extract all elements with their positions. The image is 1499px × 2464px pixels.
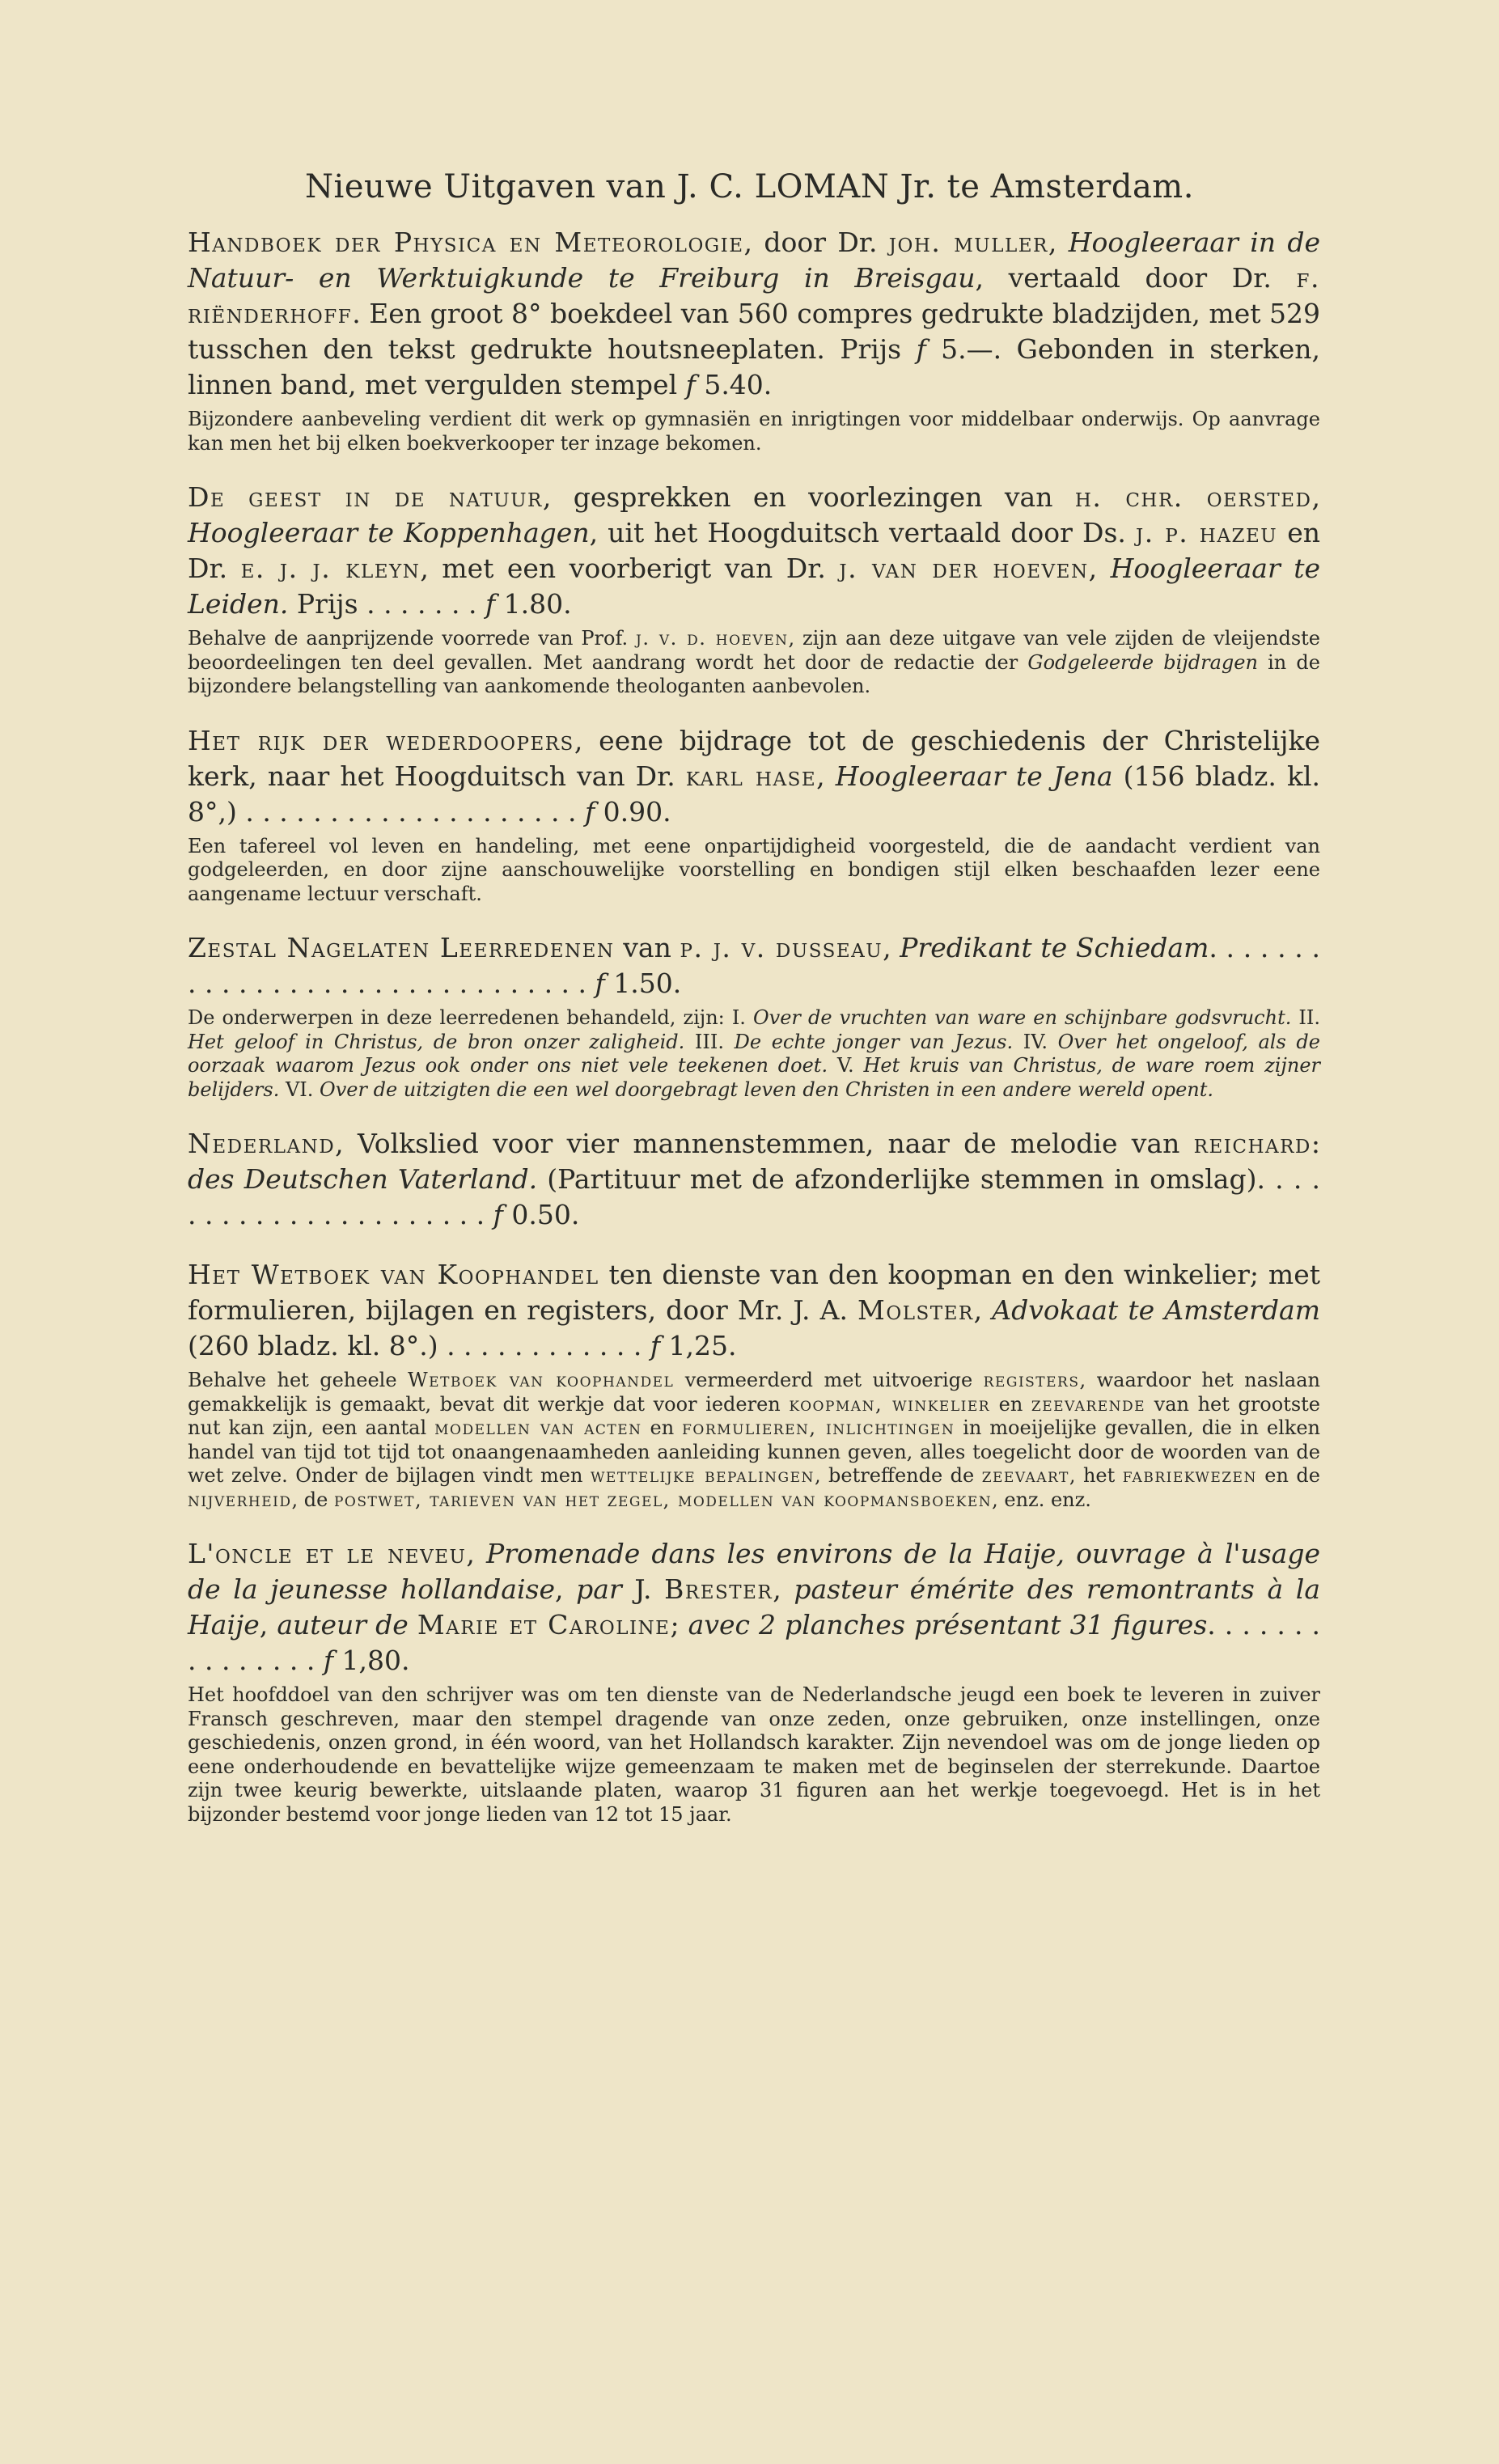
italic-text: f (916, 333, 926, 365)
italic-text: Hoogleeraar te Jena (835, 760, 1113, 792)
text-run: 1.80. (495, 588, 572, 620)
text-run: , vertaald door Dr. (975, 262, 1297, 294)
text-run: II. (1291, 1006, 1321, 1029)
small-caps-text: L'oncle et le neveu (188, 1538, 467, 1569)
text-run: , waardoor het naslaan gemakkelijk is gemaakt, bevat dit werkje dat voor iederen (188, 1369, 1320, 1416)
text-run: , enz. enz. (992, 1488, 1091, 1511)
text-run: , (883, 932, 900, 963)
catalogue-list (188, 225, 1320, 1851)
entry-description (188, 1369, 1320, 1512)
italic-text: Advokaat te Amsterdam (992, 1294, 1320, 1326)
small-caps-text: koopman, winkelier (789, 1392, 991, 1416)
text-run: , gesprekken en voorlezingen van (542, 481, 1075, 513)
text-run: , (816, 760, 836, 792)
catalogue-entry (188, 225, 1320, 455)
text-run: V. (828, 1054, 864, 1077)
small-caps-text: Brester (664, 1573, 773, 1605)
text-run: , (1311, 481, 1320, 513)
text-run: Bijzondere aanbeveling verdient dit werk op gymnasiën en inrigtingen voor middelbaar onderwijs. Op aanvrage kan men het bij elken boekverkooper ter inzage bekomen. (188, 408, 1320, 455)
small-caps-text: Het rijk der wederdoopers (188, 724, 574, 756)
catalogue-entry (188, 1126, 1320, 1233)
italic-text: f (493, 1199, 503, 1230)
text-run: in moeijelijke gevallen, die in elken handel van tijd tot tijd tot onaangenaamheden aanleiding kunnen geven, alles toegelicht door de woorden van de wet zelve. Onder de bijlagen vindt men (188, 1416, 1320, 1487)
small-caps-text: Molster (857, 1294, 974, 1326)
italic-text: f (685, 369, 696, 400)
text-run: . . . . . . . . . . . . . . . . . . . . . . . . . . . . . . . (188, 932, 1320, 999)
text-run: , (773, 1573, 794, 1605)
text-run: 1.50. (604, 967, 682, 999)
italic-text: par (576, 1573, 622, 1605)
small-caps-text: reichard (1193, 1128, 1311, 1159)
italic-text: Het kruis van Christus, de ware roem zijner belijders. (188, 1054, 1320, 1101)
italic-text: Promenade dans les environs de la Haije, ouvrage à l'usage de la jeunesse hollandaise (188, 1538, 1320, 1605)
italic-text: f (595, 967, 605, 999)
text-run (409, 1609, 417, 1641)
small-caps-text: h. chr. oersted (1074, 481, 1312, 513)
text-run: J. (621, 1573, 665, 1605)
text-run: Het hoofddoel van den schrijver was om ten dienste van de Nederlandsche jeugd een boek te leveren in zuiver Fransch geschreven, maar den stempel dragende van onze zeden, onze gebruiken, onze instellingen, onze geschiedenis, onzen grond, in één woord, van het Hollandsch karakter. Zijn nevendoel was om de jonge lieden op eene onderhoudende en bevattelijke wijze gemeenzaam te maken met de beginselen der sterrekunde. Daartoe zijn twee keurig bewerkte, uitslaande platen, waarop 31 figuren aan het werkje toegevoegd. Het is in het bijzonder bestemd voor jonge lieden van 12 tot 15 jaar. (188, 1683, 1320, 1826)
small-caps-text: j. p. hazeu (1135, 517, 1278, 548)
italic-text: f (650, 1330, 661, 1361)
text-run: Een tafereel vol leven en handeling, met eene onpartijdigheid voorgesteld, die de aandacht verdient van godgeleerden, en door zijne aanschouwelijke voorstelling en bondigen stijl elken beschaafden lezer eene aangename lectuur verschaft. (188, 834, 1320, 905)
text-run: 1,25. (660, 1330, 737, 1361)
entry-title (188, 480, 1320, 622)
small-caps-text: modellen van acten (434, 1416, 642, 1439)
catalogue-entry (188, 480, 1320, 699)
small-caps-text: Wetboek van koophandel (408, 1369, 675, 1391)
text-run: , (1088, 552, 1111, 584)
small-caps-text: joh. muller (888, 227, 1048, 258)
text-run: , uit het Hoogduitsch vertaald door Ds. (589, 517, 1136, 548)
text-run: vermeerderd met uitvoerige (674, 1369, 984, 1391)
text-run: 5.40. (695, 369, 773, 400)
text-run: 0.50. (502, 1199, 580, 1230)
text-run: , betreffende de (814, 1464, 982, 1487)
text-run: Prijs . . . . . . . (288, 588, 485, 620)
catalogue-entry (188, 723, 1320, 907)
small-caps-text: nijverheid (188, 1488, 292, 1511)
text-run: . . . . . . . . . . . . . . . (188, 1609, 1321, 1676)
text-run: en de (1256, 1464, 1320, 1487)
small-caps-text: Handboek der Physica en Meteorologie (188, 227, 744, 258)
italic-text: Hoogleeraar te Koppenhagen (188, 517, 590, 548)
text-run: , eene bijdrage tot de geschiedenis der Christelijke kerk, naar het Hoogduitsch van Dr. (188, 724, 1320, 792)
italic-text: Het geloof in Christus, de bron onzer zaligheid. (188, 1030, 685, 1053)
text-run: 5.—. Gebonden in sterken, linnen band, met vergulden stempel (188, 333, 1320, 400)
text-run: (Partituur met de afzonderlijke stemmen in omslag). . . . . . . . . . . . . . . . . . . . . . (188, 1163, 1320, 1230)
text-run: (260 bladz. kl. 8°.) . . . . . . . . . . . . (188, 1330, 650, 1361)
entry-title (188, 723, 1320, 830)
italic-text: Over de vruchten van ware en schijnbare godsvrucht. (752, 1006, 1292, 1029)
italic-text: f (323, 1645, 334, 1676)
text-run: De onderwerpen in deze leerredenen behandeld, zijn: I. (188, 1006, 753, 1029)
text-run: (156 bladz. kl. 8°,) . . . . . . . . . . . . . . . . . . . . (188, 760, 1320, 828)
text-run: , (1048, 227, 1069, 258)
catalogue-entry (188, 930, 1320, 1102)
text-run: 1,80. (333, 1645, 410, 1676)
entry-description (188, 835, 1320, 907)
entry-title (188, 1126, 1320, 1233)
italic-text: Hoogleeraar in de Natuur- en Werktuigkunde te Freiburg in Breisgau (188, 227, 1320, 294)
text-run: VI. (279, 1077, 320, 1101)
italic-text: pasteur émérite des remontrants à la Haije (188, 1573, 1320, 1641)
italic-text: Over de uitzigten die een wel doorgebragt leven den Christen in een andere wereld opent. (320, 1077, 1213, 1101)
small-caps-text: j. v. d. hoeven (636, 627, 789, 650)
text-run: , Volkslied voor vier mannenstemmen, naar de melodie van (335, 1128, 1194, 1159)
text-run: , de (291, 1488, 334, 1511)
italic-text: Over het ongeloof, als de oorzaak waarom Jezus ook onder ons niet vele teekenen doet. (188, 1030, 1321, 1077)
small-caps-text: zeevarende (1031, 1392, 1146, 1416)
text-run: ten dienste van den koopman en den winkelier; met formulieren, bijlagen en registers, door Mr. J. A. (188, 1259, 1320, 1326)
italic-text: des Deutschen Vaterland. (188, 1163, 538, 1195)
small-caps-text: wettelijke bepalingen (590, 1464, 815, 1487)
italic-text: Hoogleeraar te Leiden. (188, 552, 1321, 620)
text-run: III. (684, 1030, 735, 1053)
italic-text: Predikant te Schiedam (900, 932, 1209, 963)
text-run: en (642, 1416, 683, 1439)
italic-text: auteur de (277, 1609, 409, 1641)
small-caps-text: Zestal Nagelaten Leerredenen (188, 932, 615, 963)
small-caps-text: Het Wetboek van Koophandel (188, 1259, 599, 1290)
text-run: en (990, 1392, 1031, 1416)
entry-description (188, 1683, 1320, 1827)
text-run: IV. (1013, 1030, 1058, 1053)
small-caps-text: registers (983, 1369, 1080, 1391)
entry-title (188, 1536, 1320, 1679)
italic-text: f (584, 795, 595, 828)
text-run: , (466, 1538, 487, 1569)
text-run: en Dr. (188, 517, 1320, 584)
text-run: in de bijzondere belangstelling van aankomende theologanten aanbevolen. (188, 650, 1320, 697)
italic-text: avec 2 planches présentant 31 figures (688, 1609, 1208, 1641)
small-caps-text: Nederland (188, 1128, 336, 1159)
text-run: : (1311, 1128, 1320, 1159)
page-heading: Nieuwe Uitgaven van J. C. LOMAN Jr. te Amsterdam. (305, 168, 1194, 205)
text-run: , (259, 1609, 277, 1641)
entry-description (188, 408, 1320, 455)
small-caps-text: zeevaart (981, 1464, 1069, 1487)
italic-text: De echte jonger van Jezus. (734, 1030, 1014, 1053)
small-caps-text: j. van der hoeven (839, 552, 1089, 584)
italic-text: Godgeleerde bijdragen (1027, 650, 1258, 674)
entry-description (188, 627, 1320, 699)
italic-text: f (485, 588, 496, 620)
catalogue-entry (188, 1536, 1320, 1827)
text-run: . Een groot 8° boekdeel van 560 compres gedrukte bladzijden, met 529 tusschen den tekst gedrukte houtsneeplaten. Prijs (188, 298, 1320, 365)
text-run: , door Dr. (743, 227, 889, 258)
text-run: van het grootste nut kan zijn, een aantal (188, 1392, 1321, 1439)
text-run: , het (1069, 1464, 1123, 1487)
entry-title (188, 930, 1320, 1001)
small-caps-text: postwet, tarieven van het zegel, modellen van koopmansboeken (333, 1488, 993, 1511)
small-caps-text: karl hase (685, 760, 817, 792)
small-caps-text: e. j. j. kleyn (240, 552, 421, 584)
small-caps-text: De geest in de natuur (188, 481, 543, 513)
small-caps-text: Marie et Caroline (417, 1609, 671, 1641)
entry-title (188, 1257, 1320, 1364)
text-run: , zijn aan deze uitgave van vele zijden de vleijendste beoordeelingen ten deel gevallen. Met aandrang wordt het door de redactie der (188, 627, 1320, 674)
text-run: Behalve het geheele (188, 1369, 408, 1391)
text-run: Behalve de aanprijzende voorrede van Prof. (188, 627, 636, 650)
text-run: , met een voorberigt van Dr. (420, 552, 840, 584)
text-run: ; (670, 1609, 688, 1641)
catalogue-entry (188, 1257, 1320, 1512)
entry-title (188, 225, 1320, 403)
small-caps-text: fabriekwezen (1122, 1464, 1257, 1487)
text-run: , (555, 1573, 577, 1605)
small-caps-text: f. riënderhoff (188, 262, 1320, 329)
small-caps-text: p. j. v. dusseau (680, 932, 883, 963)
text-run: 0.90. (595, 795, 671, 828)
text-run: van (614, 932, 680, 963)
entry-description (188, 1006, 1320, 1102)
text-run: , (973, 1294, 993, 1326)
small-caps-text: formulieren, inlichtingen (682, 1416, 955, 1439)
